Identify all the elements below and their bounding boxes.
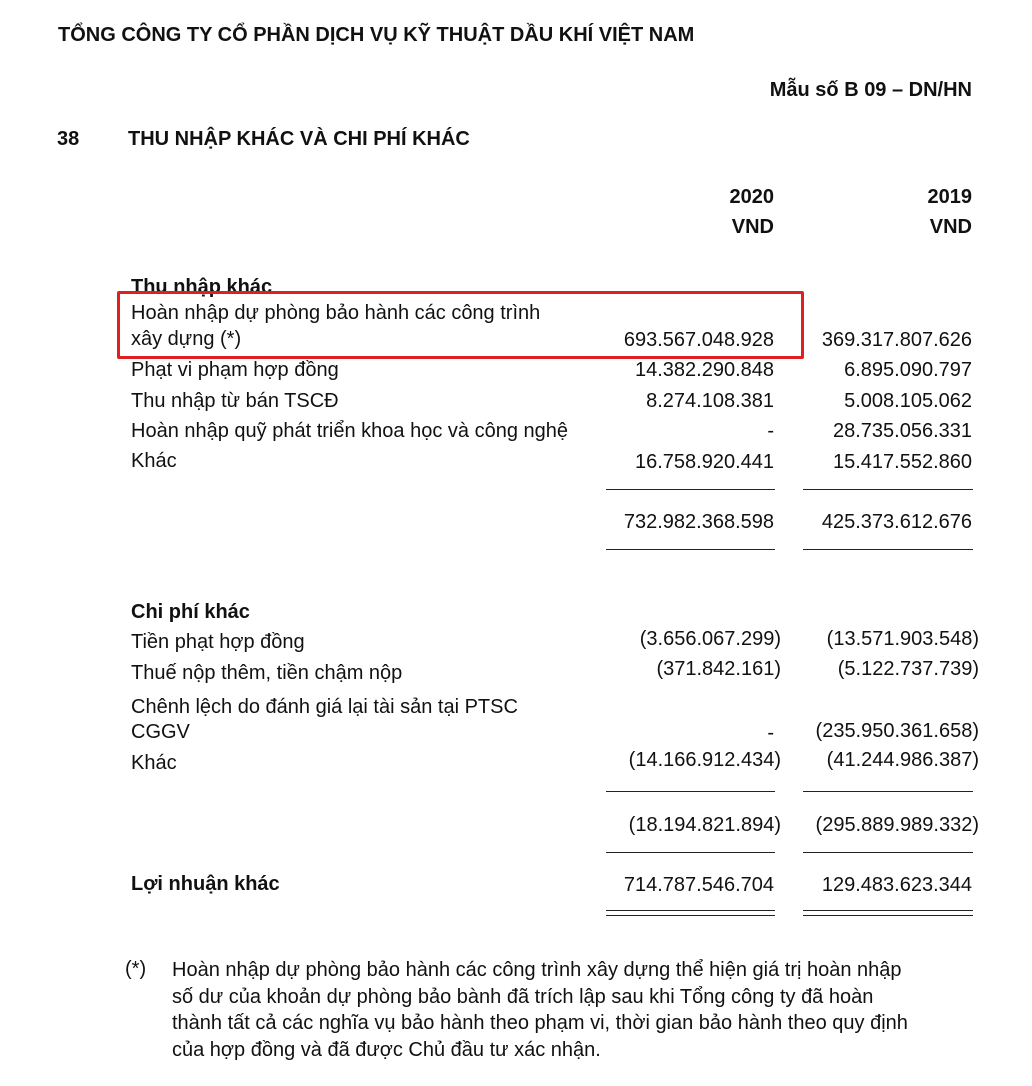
income-row-value-2019: 369.317.807.626 xyxy=(821,329,972,351)
footnote-line: thành tất cả các nghĩa vụ bảo hành theo phạm vi, thời gian bảo hành theo quy định xyxy=(172,1012,908,1034)
income-row-value-2020: 8.274.108.381 xyxy=(646,390,774,412)
double-rule xyxy=(803,910,973,911)
net-profit-label: Lợi nhuận khác xyxy=(131,873,280,895)
double-rule xyxy=(606,910,775,911)
subtotal-rule xyxy=(606,791,775,792)
income-row-label: Thu nhập từ bán TSCĐ xyxy=(131,390,339,412)
expense-row-label: Thuế nộp thêm, tiền chậm nộp xyxy=(131,662,403,684)
form-code: Mẫu số B 09 – DN/HN xyxy=(769,79,972,101)
subtotal-rule xyxy=(803,791,973,792)
subtotal-rule xyxy=(606,489,775,490)
footnote-line: Hoàn nhập dự phòng bảo hành các công trình xây dựng thể hiện giá trị hoàn nhập xyxy=(172,959,902,981)
other-income-heading: Thu nhập khác xyxy=(131,276,273,298)
column-year-2020: 2020 xyxy=(729,186,774,208)
income-row-value-2019: 28.735.056.331 xyxy=(832,420,972,442)
section-number: 38 xyxy=(57,128,80,150)
column-currency-2019: VND xyxy=(929,216,972,238)
total-rule xyxy=(803,852,973,853)
expense-row-value-2019: (235.950.361.658) xyxy=(815,720,979,742)
other-expenses-heading: Chi phí khác xyxy=(131,601,250,623)
income-row-value-2020: 16.758.920.441 xyxy=(634,451,774,473)
income-total-2020: 732.982.368.598 xyxy=(623,511,774,533)
expense-row-value-2020: (3.656.067.299) xyxy=(639,628,781,650)
column-year-2019: 2019 xyxy=(927,186,972,208)
column-currency-2020: VND xyxy=(731,216,774,238)
income-row-label: Phạt vi phạm hợp đồng xyxy=(131,359,339,381)
total-rule xyxy=(803,549,973,550)
income-row-label: xây dựng (*) xyxy=(131,328,242,350)
income-row-label: Khác xyxy=(131,450,177,472)
expense-total-2019: (295.889.989.332) xyxy=(815,814,979,836)
footnote-line: của hợp đồng và đã được Chủ đầu tư xác nhận. xyxy=(172,1038,601,1061)
expense-row-label: Chênh lệch do đánh giá lại tài sản tại PTSC xyxy=(131,696,518,718)
company-name: TỔNG CÔNG TY CỔ PHẦN DỊCH VỤ KỸ THUẬT DẦU KHÍ VIỆT NAM xyxy=(58,24,695,46)
section-title: THU NHẬP KHÁC VÀ CHI PHÍ KHÁC xyxy=(128,128,470,150)
income-row-value-2020: - xyxy=(767,420,774,442)
footnote-text xyxy=(172,957,982,1063)
income-row-label: Hoàn nhập quỹ phát triển khoa học và công nghệ xyxy=(131,420,568,442)
subtotal-rule xyxy=(803,489,973,490)
expense-row-label: Tiền phạt hợp đồng xyxy=(131,631,305,653)
expense-row-value-2020: (371.842.161) xyxy=(656,658,781,680)
income-row-value-2020: 14.382.290.848 xyxy=(634,359,774,381)
total-rule xyxy=(606,549,775,550)
expense-row-value-2019: (5.122.737.739) xyxy=(837,658,979,680)
highlight-box xyxy=(117,291,804,359)
net-profit-2020: 714.787.546.704 xyxy=(623,874,774,896)
income-row-value-2019: 5.008.105.062 xyxy=(844,390,972,412)
income-row-value-2019: 6.895.090.797 xyxy=(844,359,972,381)
expense-row-value-2019: (41.244.986.387) xyxy=(826,749,979,771)
income-row-value-2020: 693.567.048.928 xyxy=(623,329,774,351)
expense-row-value-2020: (14.166.912.434) xyxy=(628,749,781,771)
footnote-mark: (*) xyxy=(125,958,147,980)
net-profit-2019: 129.483.623.344 xyxy=(821,874,972,896)
expense-row-label: CGGV xyxy=(131,721,190,743)
double-rule xyxy=(606,915,775,916)
expense-total-2020: (18.194.821.894) xyxy=(628,814,781,836)
income-total-2019: 425.373.612.676 xyxy=(821,511,972,533)
total-rule xyxy=(606,852,775,853)
double-rule xyxy=(803,915,973,916)
expense-row-label: Khác xyxy=(131,752,177,774)
footnote-line: số dư của khoản dự phòng bảo bành đã trích lập sau khi Tổng công ty đã hoàn xyxy=(172,985,874,1008)
expense-row-value-2020: - xyxy=(767,722,774,744)
expense-row-value-2019: (13.571.903.548) xyxy=(826,628,979,650)
income-row-value-2019: 15.417.552.860 xyxy=(832,451,972,473)
income-row-label: Hoàn nhập dự phòng bảo hành các công trình xyxy=(131,302,541,324)
